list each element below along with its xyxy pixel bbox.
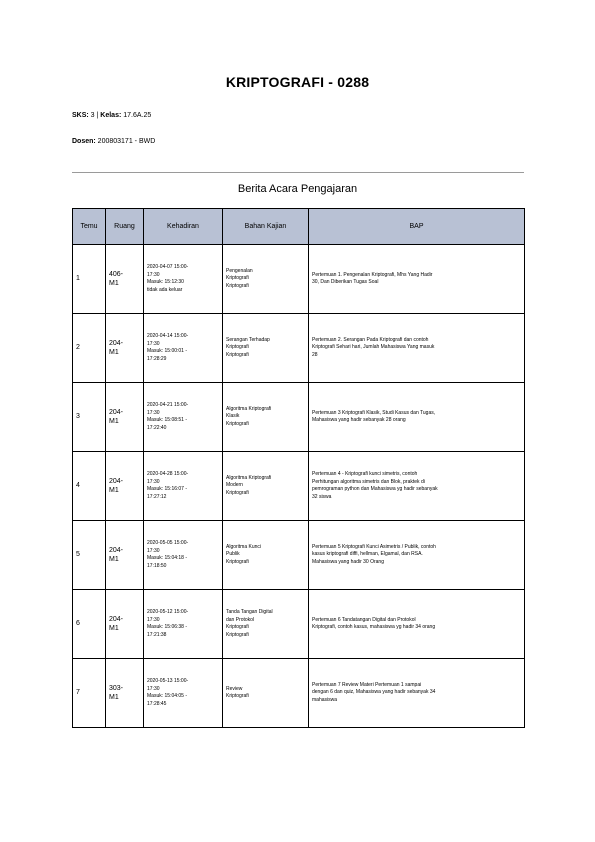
section-title: Berita Acara Pengajaran [237,183,358,195]
sks-label: SKS: [72,112,89,119]
bap-cell: Pertemuan 1. Pengenalan Kriptografi, Mhs Yang Hadir 30, Dan Diberikan Tugas Soal [309,245,525,314]
divider [72,172,524,173]
room-cell: 406- M1 [106,245,144,314]
room-cell: 204- M1 [106,590,144,659]
meeting-number: 5 [73,521,106,590]
kelas-value: 17.6A.25 [121,112,152,119]
dosen-value: 200803171 - BWD [95,138,156,145]
room-cell: 204- M1 [106,314,144,383]
table-row [73,314,525,383]
header-kehadiran: Kehadiran [144,209,223,245]
course-info-line [72,112,151,119]
attendance-cell: 2020-04-21 15:00- 17:30 Masuk: 15:08:51 - 17:22:40 [144,383,223,452]
header-bap: BAP [309,209,525,245]
meeting-number: 6 [73,590,106,659]
bap-cell: Pertemuan 7 Review Materi Pertemuan 1 sampai dengan 6 dan quiz, Mahasiswa yang hadir sebanyak 34 mahasiswa [309,659,525,728]
topic-cell: Algoritma Kunci Publik Kriptografi [223,521,309,590]
room-cell: 303- M1 [106,659,144,728]
bap-cell: Pertemuan 3 Kriptografi Klasik, Studi Kasus dan Tugas, Mahasiswa yang hadir sebanyak 28 orang [309,383,525,452]
meeting-number: 3 [73,383,106,452]
table-row [73,521,525,590]
table-row [73,590,525,659]
topic-cell: Pengenalan Kriptografi Kriptografi [223,245,309,314]
topic-cell: Tanda Tangan Digital dan Protokol Kriptografi Kriptografi [223,590,309,659]
meeting-number: 2 [73,314,106,383]
header-ruang: Ruang [106,209,144,245]
topic-cell: Algoritma Kriptografi Modern Kriptografi [223,452,309,521]
meeting-number: 4 [73,452,106,521]
table-header-row [73,209,525,245]
sks-value: 3 | [88,112,101,119]
attendance-cell: 2020-04-28 15:00- 17:30 Masuk: 15:16:07 - 17:27:12 [144,452,223,521]
bap-cell: Pertemuan 5 Kriptografi Kunci Asimetris / Publik, contoh kasus kriptografi diffi, hellman, Elgamal, dan RSA. Mahasiswa yang hadir 30 Orang [309,521,525,590]
table-row [73,452,525,521]
topic-cell: Review Kriptografi [223,659,309,728]
attendance-cell: 2020-05-05 15:00- 17:30 Masuk: 15:04:18 - 17:18:50 [144,521,223,590]
dosen-label: Dosen: [72,138,96,145]
room-cell: 204- M1 [106,521,144,590]
page-title: KRIPTOGRAFI - 0288 [225,74,370,90]
header-temu: Temu [73,209,106,245]
lecturer-info-line [72,138,155,145]
meeting-number: 1 [73,245,106,314]
attendance-cell: 2020-05-13 15:00- 17:30 Masuk: 15:04:05 - 17:28:45 [144,659,223,728]
bap-cell: Pertemuan 2. Serangan Pada Kriptografi dan contoh Kriptografi Sehari hari, Jumlah Mahasiswa Yang masuk 28 [309,314,525,383]
table-row [73,245,525,314]
meeting-number: 7 [73,659,106,728]
attendance-cell: 2020-05-12 15:00- 17:30 Masuk: 15:06:38 - 17:21:38 [144,590,223,659]
table-row [73,383,525,452]
room-cell: 204- M1 [106,452,144,521]
topic-cell: Serangan Terhadap Kriptografi Kriptografi [223,314,309,383]
bap-table [72,208,525,728]
attendance-cell: 2020-04-14 15:00- 17:30 Masuk: 15:00:01 - 17:28:29 [144,314,223,383]
table-row [73,659,525,728]
topic-cell: Algoritma Kriptografi Klasik Kriptografi [223,383,309,452]
bap-cell: Pertemuan 6 Tandatangan Digital dan Protokol Kriptografi, contoh kasus, mahasiswa yg hadir 34 orang [309,590,525,659]
header-bahan-kajian: Bahan Kajian [223,209,309,245]
attendance-cell: 2020-04-07 15:00- 17:30 Masuk: 15:12:30 tidak ada keluar [144,245,223,314]
room-cell: 204- M1 [106,383,144,452]
kelas-label: Kelas: [100,112,122,119]
bap-cell: Pertemuan 4 - Kriptografi kunci simetris, contoh Perhitungan algoritma simetris dan Blok, praktek di pemrograman python dan Mahasiswa yg hadir sebanyak 32 siswa [309,452,525,521]
